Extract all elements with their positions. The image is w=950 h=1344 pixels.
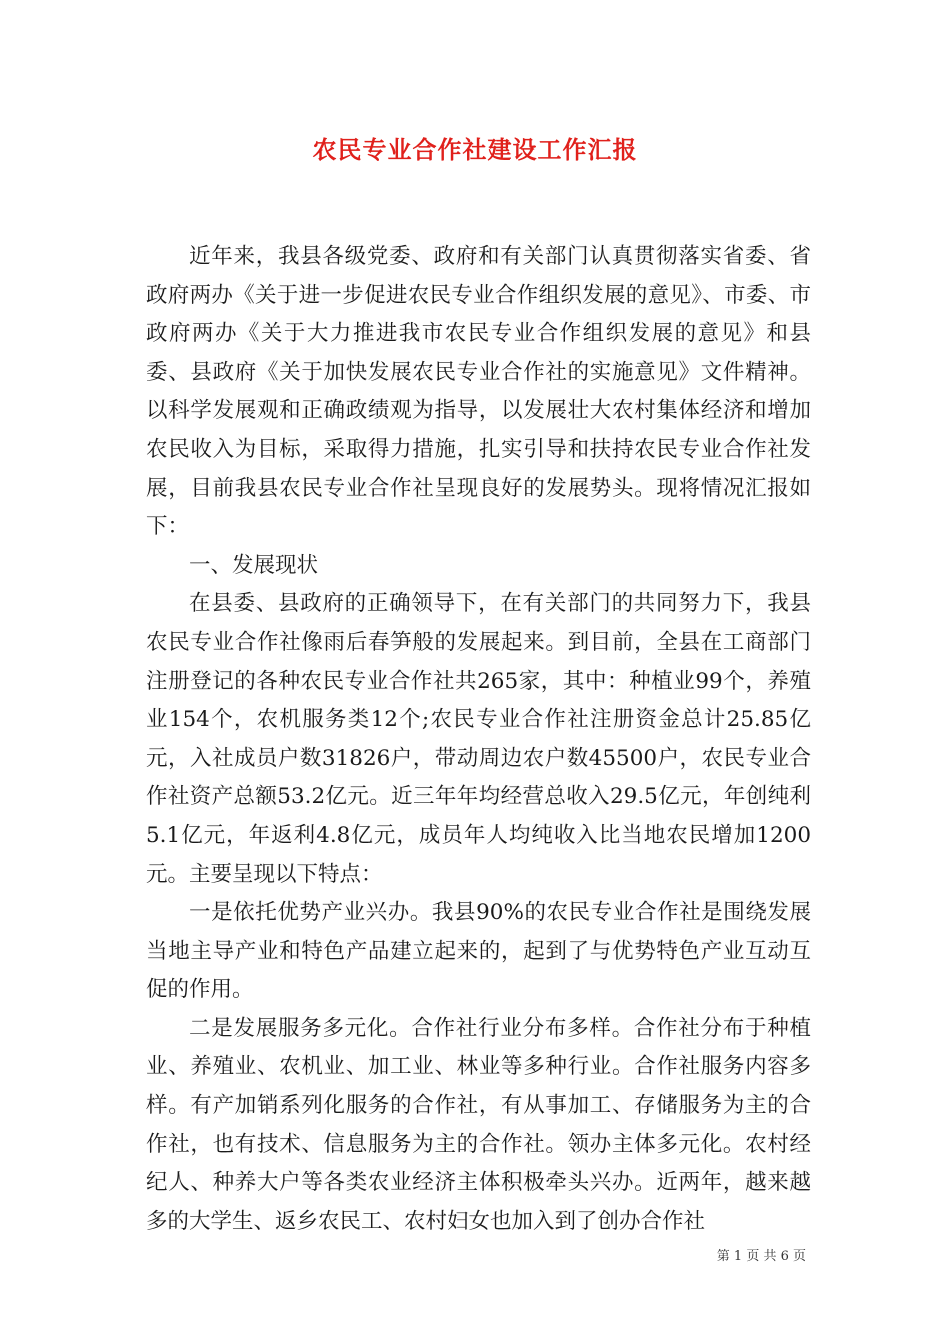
document-title: 农民专业合作社建设工作汇报	[312, 135, 638, 164]
paragraph-intro: 近年来，我县各级党委、政府和有关部门认真贯彻落实省委、省政府两办《关于进一步促进农民专业合作组织发展的意见》、市委、市政府两办《关于大力推进我市农民专业合作组织发展的意见》和县委、县政府《关于加快发展农民专业合作社的实施意见》文件精神。以科学发展观和正确政绩观为指导，以发展壮大农村集体经济和增加农民收入为目标，采取得力措施，扎实引导和扶持农民专业合作社发展，目前我县农民专业合作社呈现良好的发展势头。现将情况汇报如下：	[146, 244, 811, 540]
document-body	[146, 238, 811, 1241]
paragraph-feature-two: 二是发展服务多元化。合作社行业分布多样。合作社分布于种植业、养殖业、农机业、加工业、林业等多种行业。合作社服务内容多样。有产加销系列化服务的合作社，有从事加工、存储服务为主的合作社，也有技术、信息服务为主的合作社。领办主体多元化。农村经纪人、种养大户等各类农业经济主体积极牵头兴办。近两年，越来越多的大学生、返乡农民工、农村妇女也加入到了创办合作社	[146, 1015, 811, 1234]
paragraph-status: 在县委、县政府的正确领导下，在有关部门的共同努力下，我县农民专业合作社像雨后春笋般的发展起来。到目前，全县在工商部门注册登记的各种农民专业合作社共265家，其中：种植业99个，养殖业154个，农机服务类12个;农民专业合作社注册资金总计25.85亿元，入社成员户数31826户，带动周边农户数45500户，农民专业合作社资产总额53.2亿元。近三年年均经营总收入29.5亿元，年创纯利5.1亿元，年返利4.8亿元，成员年人均纯收入比当地农民增加1200元。主要呈现以下特点：	[146, 591, 811, 887]
paragraph-feature-one: 一是依托优势产业兴办。我县90%的农民专业合作社是围绕发展当地主导产业和特色产品建立起来的，起到了与优势特色产业互动互促的作用。	[146, 900, 811, 1003]
section-heading-current-status: 一、发展现状	[189, 552, 319, 578]
page-number-footer: 第 1 页 共 6 页	[716, 1249, 806, 1264]
